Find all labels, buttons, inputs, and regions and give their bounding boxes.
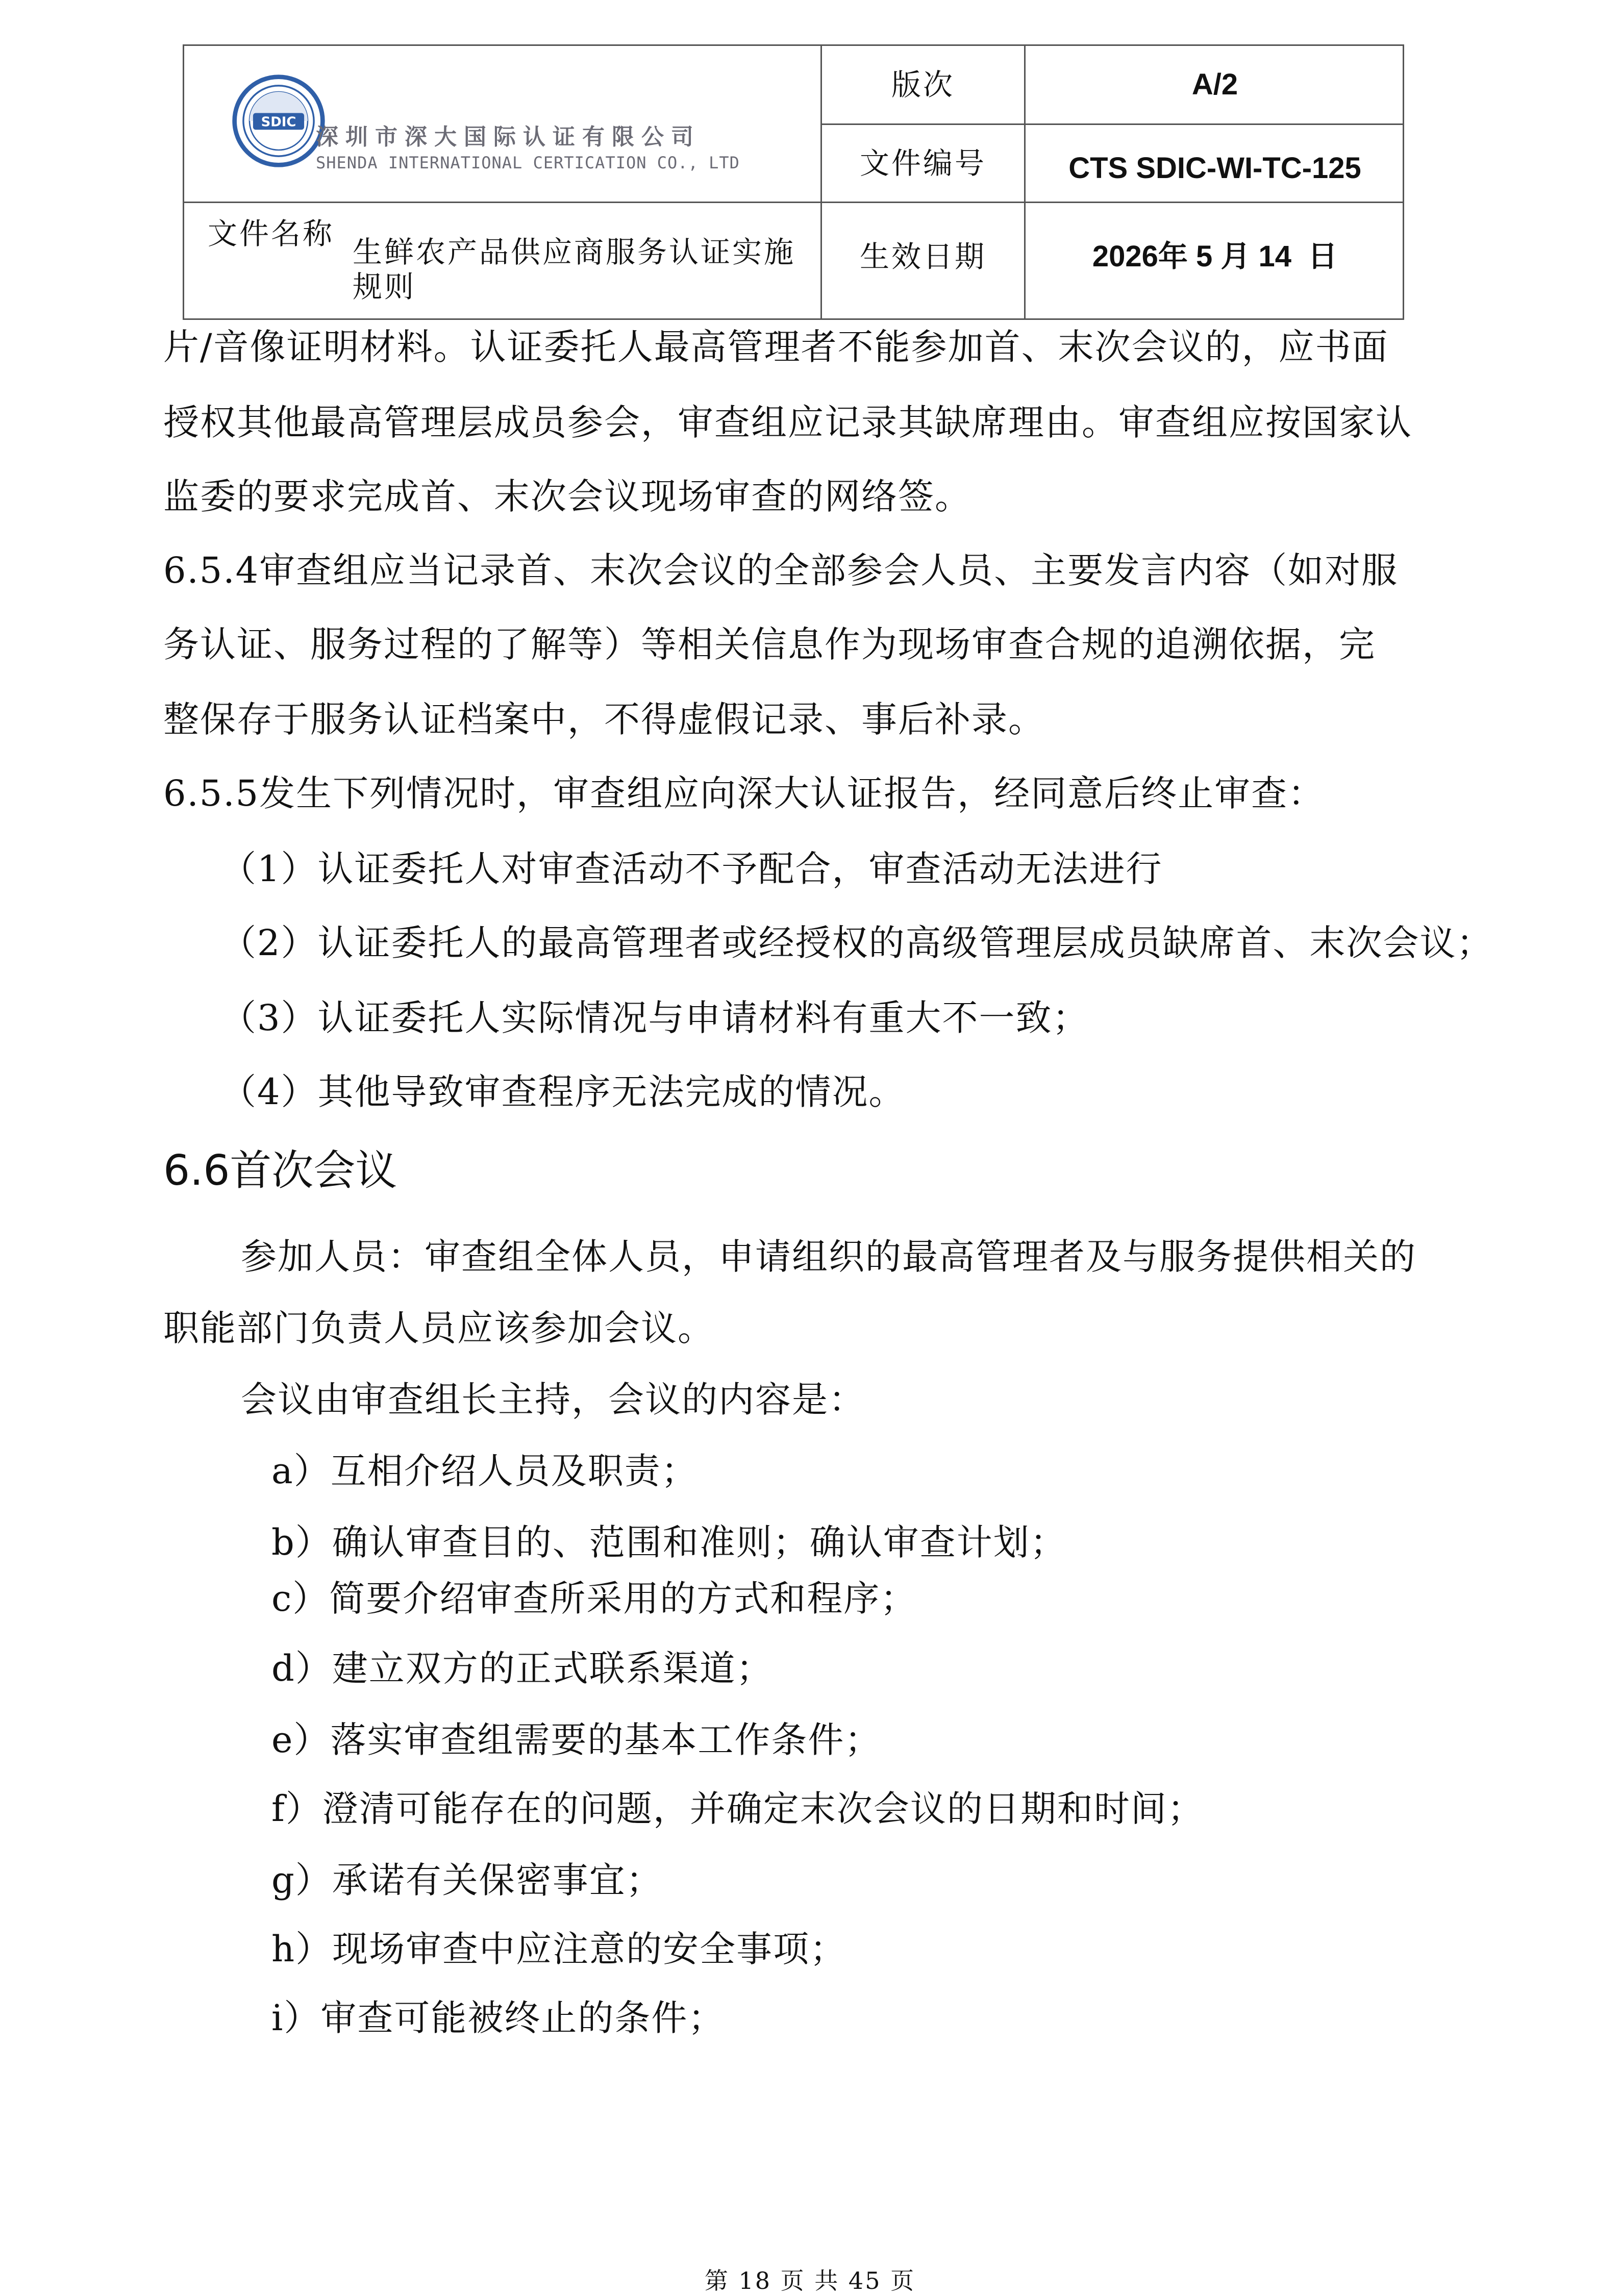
meeting-item: g）承诺有关保密事宜； (271, 1859, 663, 1901)
file-name-line: 生鲜农产品供应商服务认证实施 (353, 235, 796, 269)
file-name-label: 文件名称 (207, 216, 334, 251)
file-name-line: 规则 (353, 269, 416, 304)
clause-6-5-5-item: （1）认证委托人对审查活动不予配合，审查活动无法进行 (220, 848, 1163, 890)
effective-date-label: 生效日期 (859, 239, 986, 274)
meeting-item: f）澄清可能存在的问题，并确定末次会议的日期和时间； (271, 1788, 1204, 1830)
clause-6-5-4-line: 6.5.4审查组应当记录首、末次会议的全部参会人员、主要发言内容（如对服 (163, 550, 1399, 591)
meeting-item: d）建立双方的正式联系渠道； (271, 1648, 773, 1689)
meeting-item: a）互相介绍人员及职责； (271, 1450, 698, 1492)
attendees-line: 参加人员：审查组全体人员，申请组织的最高管理者及与服务提供相关的 (241, 1236, 1416, 1278)
meeting-item: c）简要介绍审查所采用的方式和程序； (271, 1578, 917, 1619)
attendees-line: 职能部门负责人员应该参加会议。 (163, 1307, 714, 1349)
meeting-item: e）落实审查组需要的基本工作条件； (271, 1719, 882, 1761)
clause-6-5-4-line: 整保存于服务认证档案中，不得虚假记录、事后补录。 (163, 698, 1045, 740)
meeting-item: i）审查可能被终止的条件； (271, 1997, 725, 2039)
sdic-seal-icon (230, 72, 327, 169)
file-no-label: 文件编号 (859, 146, 986, 181)
page-number: 第 18 页 共 45 页 (704, 2267, 916, 2294)
company-name-cn: 深圳市深大国际认证有限公司 (316, 124, 701, 150)
meeting-item: h）现场审查中应注意的安全事项； (271, 1928, 847, 1970)
meeting-intro: 会议由审查组长主持，会议的内容是： (241, 1379, 865, 1420)
company-logo (230, 72, 822, 205)
file-no-value: CTS SDIC-WI-TC-125 (1068, 152, 1361, 185)
clause-6-5-4-line: 务认证、服务过程的了解等）等相关信息作为现场审查合规的追溯依据，完 (163, 623, 1376, 665)
version-label: 版次 (891, 67, 955, 102)
paragraph-line: 授权其他最高管理层成员参会，审查组应记录其缺席理由。审查组应按国家认 (163, 402, 1412, 443)
logo-text: SDIC (261, 114, 296, 130)
clause-6-5-5-item: （4）其他导致审查程序无法完成的情况。 (220, 1071, 906, 1113)
version-value: A/2 (1191, 68, 1238, 101)
clause-6-5-5-item: （3）认证委托人实际情况与申请材料有重大不一致； (220, 997, 1089, 1039)
section-heading-6-6: 6.6首次会议 (163, 1146, 397, 1195)
clause-6-5-5: 6.5.5发生下列情况时，审查组应向深大认证报告，经同意后终止审查： (163, 772, 1325, 814)
meeting-item: b）确认审查目的、范围和准则；确认审查计划； (271, 1521, 1067, 1563)
company-name-en: SHENDA INTERNATIONAL CERTICATION CO., LTD (316, 153, 740, 172)
effective-date-value: 2026年 5 月 14 日 (1092, 240, 1338, 273)
clause-6-5-5-item: （2）认证委托人的最高管理者或经授权的高级管理层成员缺席首、末次会议； (220, 922, 1493, 964)
paragraph-line: 监委的要求完成首、末次会议现场审查的网络签。 (163, 476, 971, 517)
header-table (183, 44, 1404, 320)
file-name-value (353, 235, 812, 304)
paragraph-line: 片/音像证明材料。认证委托人最高管理者不能参加首、末次会议的，应书面 (163, 326, 1389, 368)
